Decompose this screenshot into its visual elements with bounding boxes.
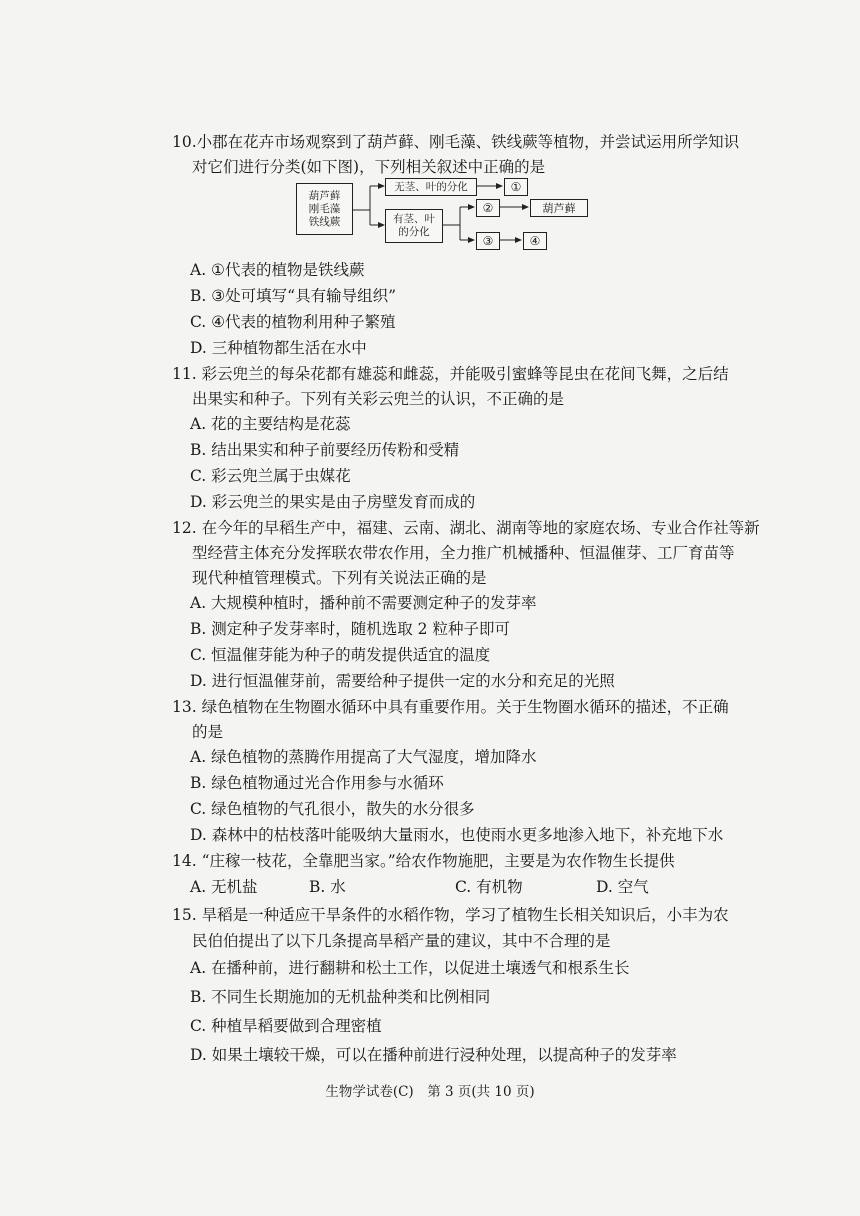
q10-option-d: D. 三种植物都生活在水中 — [190, 339, 367, 357]
group-fern: 铁线蕨 — [308, 215, 341, 228]
q14-option-d: D. 空气 — [596, 878, 649, 896]
q13-stem-line1: 13. 绿色植物在生物圈水循环中具有重要作用。关于生物圈水循环的描述，不正确 — [172, 698, 729, 716]
node-1-box: ① — [504, 178, 528, 196]
group-moss: 葫芦藓 — [308, 189, 341, 202]
q12-stem-line3: 现代种植管理模式。下列有关说法正确的是 — [192, 569, 487, 587]
q12-option-c: C. 恒温催芽能为种子的萌发提供适宜的温度 — [190, 646, 491, 664]
q13-option-b: B. 绿色植物通过光合作用参与水循环 — [190, 774, 444, 792]
q12-stem-line2: 型经营主体充分发挥联农带农作用，全力推广机械播种、恒温催芽、工厂育苗等 — [192, 544, 735, 562]
q15-stem-line2: 民伯伯提出了以下几条提高旱稻产量的建议，其中不合理的是 — [192, 932, 611, 950]
q11-stem-line2: 出果实和种子。下列有关彩云兜兰的认识，不正确的是 — [192, 390, 565, 408]
has-stem-leaf-box — [385, 209, 443, 243]
q15-option-c: C. 种植旱稻要做到合理密植 — [190, 1017, 382, 1035]
q15-option-d: D. 如果土壤较干燥，可以在播种前进行浸种处理，以提高种子的发芽率 — [190, 1046, 677, 1064]
q13-option-c: C. 绿色植物的气孔很小，散失的水分很多 — [190, 800, 475, 818]
moss-box: 葫芦藓 — [530, 199, 588, 217]
q13-option-a: A. 绿色植物的蒸腾作用提高了大气湿度，增加降水 — [190, 748, 537, 766]
q10-option-c: C. ④代表的植物利用种子繁殖 — [190, 313, 396, 331]
q11-option-b: B. 结出果实和种子前要经历传粉和受精 — [190, 441, 460, 459]
q14-option-c: C. 有机物 — [455, 878, 523, 896]
q15-option-b: B. 不同生长期施加的无机盐种类和比例相同 — [190, 988, 491, 1006]
q12-stem-line1: 12. 在今年的早稻生产中，福建、云南、湖北、湖南等地的家庭农场、专业合作社等新 — [172, 519, 760, 537]
q12-option-d: D. 进行恒温催芽前，需要给种子提供一定的水分和充足的光照 — [190, 672, 615, 690]
group-algae: 刚毛藻 — [308, 202, 341, 215]
has-division-line2: 的分化 — [398, 226, 430, 238]
q10-stem-line2: 对它们进行分类(如下图)，下列相关叙述中正确的是 — [192, 158, 546, 176]
q12-option-a: A. 大规模种植时，播种前不需要测定种子的发芽率 — [190, 594, 537, 612]
q11-option-c: C. 彩云兜兰属于虫媒花 — [190, 467, 351, 485]
q13-stem-line2: 的是 — [192, 723, 224, 741]
node-4-box: ④ — [523, 232, 547, 250]
q15-option-a: A. 在播种前，进行翻耕和松土工作，以促进土壤透气和根系生长 — [190, 959, 630, 977]
q14-option-a: A. 无机盐 — [190, 878, 258, 896]
q11-stem-line1: 11. 彩云兜兰的每朵花都有雄蕊和雌蕊，并能吸引蜜蜂等昆虫在花间飞舞，之后结 — [172, 365, 729, 383]
no-stem-leaf-box: 无茎、叶的分化 — [385, 178, 477, 196]
node-3-box: ③ — [476, 232, 500, 250]
q14-option-b: B. 水 — [309, 878, 346, 896]
node-2-box: ② — [476, 199, 500, 217]
q14-stem-line1: 14. “庄稼一枝花，全靠肥当家。”给农作物施肥，主要是为农作物生长提供 — [172, 852, 675, 870]
q10-option-b: B. ③处可填写“具有输导组织” — [190, 287, 396, 305]
q10-stem-line1: 10.小郡在花卉市场观察到了葫芦藓、刚毛藻、铁线蕨等植物，并尝试运用所学知识 — [172, 133, 740, 151]
q13-option-d: D. 森林中的枯枝落叶能吸纳大量雨水，也使雨水更多地渗入地下，补充地下水 — [190, 826, 724, 844]
has-division-line1: 有茎、叶 — [393, 213, 435, 225]
q15-stem-line1: 15. 旱稻是一种适应干旱条件的水稻作物，学习了植物生长相关知识后，小丰为农 — [172, 906, 729, 924]
q10-option-a: A. ①代表的植物是铁线蕨 — [190, 261, 365, 279]
q11-option-a: A. 花的主要结构是花蕊 — [190, 415, 351, 433]
q11-option-d: D. 彩云兜兰的果实是由子房壁发育而成的 — [190, 493, 476, 511]
plant-group-box — [296, 183, 353, 235]
page-footer: 生物学试卷(C) 第 3 页(共 10 页) — [325, 1084, 535, 1100]
q12-option-b: B. 测定种子发芽率时，随机选取 2 粒种子即可 — [190, 620, 510, 638]
